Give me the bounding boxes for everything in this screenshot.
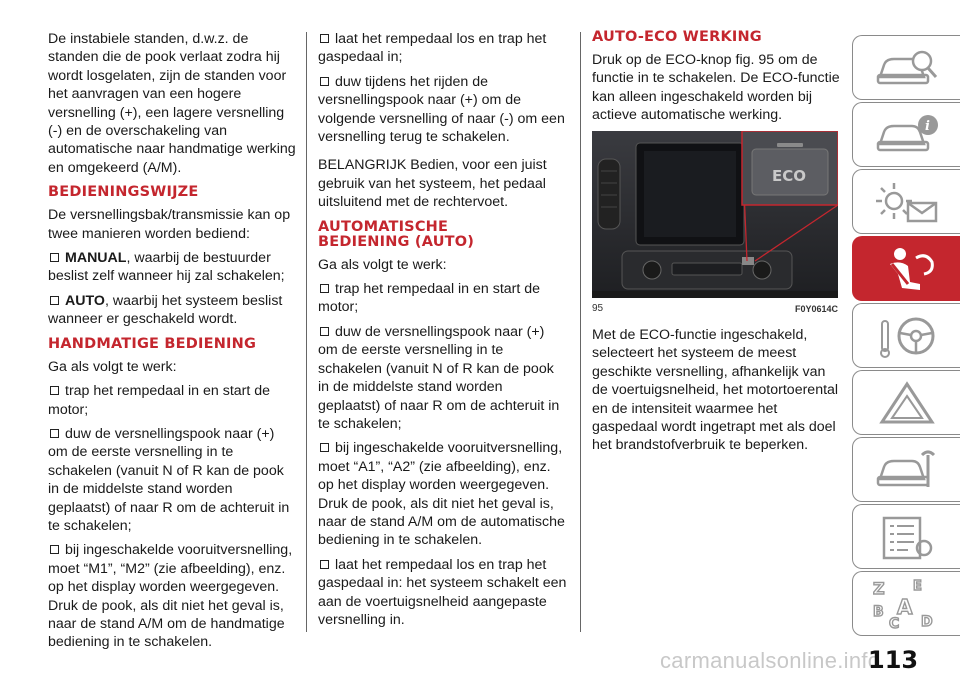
- bullet-manual: [48, 249, 298, 286]
- heading-bedieningswijze: BEDIENINGSWIJZE: [48, 184, 199, 201]
- paragraph-unstable-positions: De instabiele standen, d.w.z. de standen die de pook verlaat zodra hij wordt losgelaten, zijn de standen voor het aanvragen van een hogere versnelling (+), een lagere versnelling (-) en de overschakeling van automatische naar handmatige werking en omgekeerd (A/M).: [48, 31, 296, 176]
- alphabetical-index-icon: [867, 576, 947, 632]
- bullet-step: [318, 30, 568, 67]
- tab-emergency[interactable]: [852, 370, 960, 435]
- bullet-step-text: duw de versnellingspook naar (+) om de eerste versnelling in te schakelen (vanuit N of R kan de pook in de middelste stand worden geplaatst) of naar R om de achteruit in te schakelen;: [48, 425, 290, 534]
- checkbox-bullet-icon: [50, 386, 59, 395]
- checkbox-bullet-icon: [320, 34, 329, 43]
- steering-wheel-key-icon: [872, 311, 942, 361]
- heading-line-1: AUTOMATISCHE: [318, 218, 449, 235]
- heading-handmatige-bediening: HANDMATIGE BEDIENING: [48, 335, 257, 352]
- tab-specifications[interactable]: [852, 504, 960, 569]
- bullet-step-text: laat het rempedaal los en trap het gaspedaal in: het systeem schakelt een aan de voertuigsnelheid aangepaste versnelling in.: [318, 556, 567, 628]
- page-number: 113: [868, 646, 919, 674]
- checkbox-bullet-icon: [50, 429, 59, 438]
- tab-warning-lights[interactable]: [852, 169, 960, 234]
- bullet-manual-label: MANUAL: [65, 250, 127, 267]
- checkbox-bullet-icon: [320, 284, 329, 293]
- bullet-step: [48, 541, 298, 651]
- index-letter: Z: [872, 578, 885, 598]
- bullet-auto-label: AUTO: [65, 292, 105, 309]
- tab-alphabetical-index[interactable]: [852, 571, 960, 636]
- bullet-step: [48, 382, 298, 419]
- figure-code: F0Y0614C: [794, 303, 838, 314]
- bullet-manual-text: , waarbij de bestuurder beslist zelf wanneer hij zal schakelen;: [48, 250, 285, 285]
- bullet-step: [318, 439, 568, 549]
- specifications-icon: [872, 512, 942, 562]
- bullet-step-text: bij ingeschakelde vooruitversnelling, moet “A1”, “A2” (zie afbeelding), enz. op het display worden weergegeven. Druk de pook, als dit niet het geval is, naar de stand A/M om de automatische bediening in te schakelen.: [318, 440, 565, 549]
- tab-seatbelt-airbag[interactable]: [852, 236, 960, 301]
- bullet-step-text: trap het rempedaal in en start de motor;: [318, 281, 541, 316]
- index-letter: C: [888, 615, 899, 632]
- paragraph-eco-button: Druk op de ECO-knop fig. 95 om de functie in te schakelen. De ECO-functie kan alleen ingeschakeld worden bij actieve automatische werking.: [592, 52, 840, 124]
- index-letter: D: [920, 613, 933, 630]
- bullet-step: [48, 425, 298, 535]
- bullet-auto-text: , waarbij het systeem beslist wanneer er geschakeld wordt.: [48, 292, 283, 328]
- tab-car-wrench[interactable]: [852, 437, 960, 502]
- paragraph-proceed: Ga als volgt te werk:: [318, 256, 447, 273]
- tab-car-magnifier[interactable]: [852, 35, 960, 100]
- car-magnifier-icon: [872, 45, 942, 91]
- watermark: carmanualsonline.info: [660, 648, 881, 673]
- checkbox-bullet-icon: [320, 443, 329, 452]
- bullet-step: [318, 556, 568, 630]
- paragraph-two-modes: De versnellingsbak/transmissie kan op twee manieren worden bediend:: [48, 207, 291, 242]
- paragraph-important: BELANGRIJK Bedien, voor een juist gebruik van het systeem, het pedaal uitsluitend met de rechtervoet.: [318, 157, 547, 211]
- heading-auto-eco: AUTO-ECO WERKING: [592, 29, 762, 45]
- figure-caption: [592, 300, 838, 318]
- checkbox-bullet-icon: [50, 296, 59, 305]
- bullet-auto: [48, 292, 298, 329]
- car-info-icon: [872, 112, 942, 158]
- warning-lights-icon: [872, 179, 942, 225]
- checkbox-bullet-icon: [320, 77, 329, 86]
- column-1: [48, 30, 298, 658]
- column-3: [592, 30, 842, 461]
- checkbox-bullet-icon: [320, 560, 329, 569]
- paragraph-eco-function: Met de ECO-functie ingeschakeld, selecteert het systeem de meest geschikte versnelling, afhankelijk van de voertuigsnelheid, het motortoerental en de intensiteit waarmee het gaspedaal wordt ingetrapt met als doel het brandstofverbruik te beperken.: [592, 327, 839, 454]
- seatbelt-airbag-icon: [872, 244, 942, 294]
- heading-automatische-bediening: [318, 220, 568, 250]
- heading-line-2: BEDIENING (AUTO): [318, 233, 475, 250]
- checkbox-bullet-icon: [50, 253, 59, 262]
- bullet-step-text: laat het rempedaal los en trap het gaspedaal in;: [318, 31, 547, 66]
- figure-eco-button: [592, 131, 838, 298]
- bullet-step: [318, 280, 568, 317]
- column-2: [318, 30, 568, 635]
- index-letter: B: [872, 603, 884, 620]
- bullet-step-text: bij ingeschakelde vooruitversnelling, moet “M1”, “M2” (zie afbeelding), enz. op het display worden weergegeven. Druk de pook, als dit niet het geval is, naar de stand A/M om de handmatige bediening in te schakelen.: [48, 542, 293, 651]
- tab-car-info[interactable]: [852, 102, 960, 167]
- bullet-step: [318, 73, 568, 147]
- svg-text:i: i: [924, 118, 930, 134]
- index-letter: E: [912, 578, 922, 594]
- checkbox-bullet-icon: [50, 545, 59, 554]
- eco-button-label: ECO: [772, 166, 807, 185]
- emergency-triangle-icon: [872, 378, 942, 428]
- bullet-step-text: trap het rempedaal in en start de motor;: [48, 383, 271, 418]
- tab-steering-wheel-key[interactable]: [852, 303, 960, 368]
- dashboard-photo: [592, 131, 838, 298]
- car-wrench-icon: [872, 447, 942, 493]
- column-divider: [580, 32, 581, 632]
- index-letter: A: [896, 594, 912, 619]
- bullet-step-text: duw tijdens het rijden de versnellingspook naar (+) om de volgende versnelling of naar (-) om een versnelling terug te schakelen.: [318, 73, 565, 146]
- column-divider: [306, 32, 307, 632]
- bullet-step: [318, 323, 568, 433]
- figure-number: 95: [592, 302, 604, 314]
- checkbox-bullet-icon: [320, 327, 329, 336]
- paragraph-proceed: Ga als volgt te werk:: [48, 358, 177, 375]
- bullet-step-text: duw de versnellingspook naar (+) om de eerste versnelling in te schakelen (vanuit N of R kan de pook in de middelste stand worden geplaatst) of naar R om de achteruit in te schakelen;: [318, 323, 560, 432]
